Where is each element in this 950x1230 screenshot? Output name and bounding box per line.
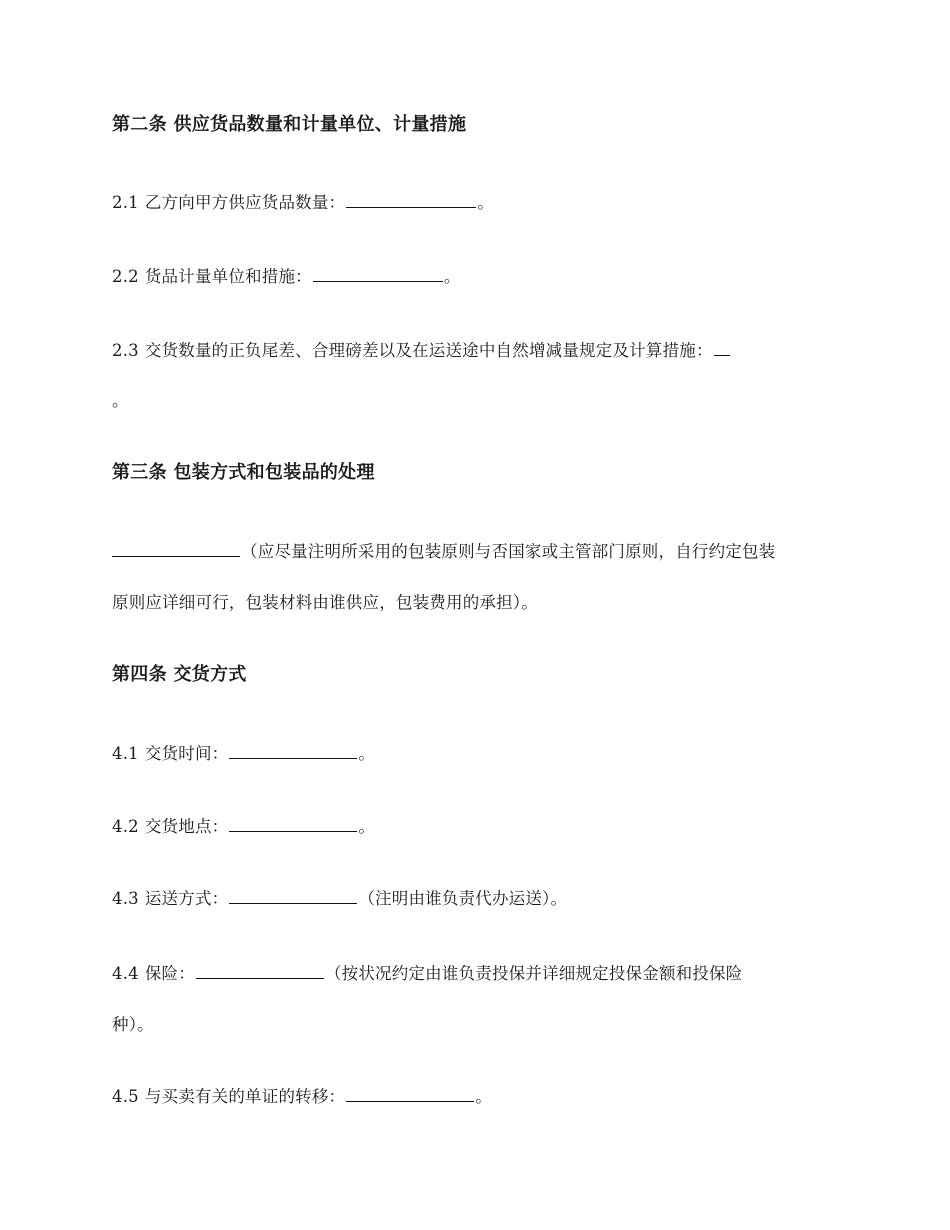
clause-end: （注明由谁负责代办运送）。 — [358, 889, 568, 908]
fill-blank[interactable] — [346, 206, 476, 208]
clause-number: 4.5 — [112, 1087, 139, 1106]
clause-text: 交货地点： — [144, 817, 229, 836]
clause-text: 保险： — [144, 964, 195, 983]
clause-2-2 — [112, 265, 461, 289]
clause-number: 2.3 — [112, 341, 139, 360]
article-3-text: （应尽量注明所采用的包装原则与否国家或主管部门原则，自行约定包装 — [241, 542, 776, 561]
clause-end: （按状况约定由谁负责投保并详细规定投保金额和投保险 — [324, 964, 743, 983]
fill-blank[interactable] — [346, 1100, 474, 1102]
clause-4-1 — [112, 742, 375, 766]
clause-end: 。 — [475, 1087, 492, 1106]
clause-number: 4.4 — [112, 964, 139, 983]
clause-number: 2.2 — [112, 267, 139, 286]
clause-number: 4.2 — [112, 817, 139, 836]
clause-2-1 — [112, 191, 494, 215]
clause-end: 。 — [477, 193, 494, 212]
article-3-heading: 第三条 包装方式和包装品的处理 — [112, 462, 375, 483]
clause-text: 与买卖有关的单证的转移： — [144, 1087, 346, 1106]
clause-number: 4.1 — [112, 744, 139, 763]
article-3-line-2: 原则应详细可行，包装材料由谁供应，包装费用的承担）。 — [112, 593, 538, 612]
clause-text: 货品计量单位和措施： — [144, 267, 312, 286]
fill-blank[interactable] — [229, 757, 357, 759]
article-2-heading: 第二条 供应货品数量和计量单位、计量措施 — [112, 114, 467, 135]
article-4-heading: 第四条 交货方式 — [112, 664, 247, 685]
clause-4-4-end: 种）。 — [112, 1015, 154, 1034]
clause-text: 乙方向甲方供应货品数量： — [144, 193, 346, 212]
clause-2-3 — [112, 339, 731, 363]
fill-blank[interactable] — [313, 280, 443, 282]
fill-blank[interactable] — [196, 977, 324, 979]
clause-end: 。 — [443, 267, 461, 286]
clause-end: 。 — [358, 744, 376, 763]
clause-4-5 — [112, 1085, 492, 1109]
fill-blank[interactable] — [229, 830, 357, 832]
clause-2-3-end: 。 — [112, 391, 129, 410]
clause-4-4 — [112, 962, 742, 986]
article-3-line-1 — [112, 540, 775, 564]
fill-blank[interactable] — [229, 902, 357, 904]
clause-end: 。 — [358, 817, 376, 836]
clause-text: 交货数量的正负尾差、合理磅差以及在运送途中自然增减量规定及计算措施： — [144, 341, 713, 360]
clause-text: 运送方式： — [144, 889, 229, 908]
clause-4-2 — [112, 815, 375, 839]
clause-text: 交货时间： — [144, 744, 229, 763]
clause-number: 4.3 — [112, 889, 139, 908]
fill-blank[interactable] — [714, 354, 730, 356]
clause-number: 2.1 — [112, 193, 139, 212]
fill-blank[interactable] — [112, 555, 240, 557]
clause-4-3 — [112, 887, 567, 911]
